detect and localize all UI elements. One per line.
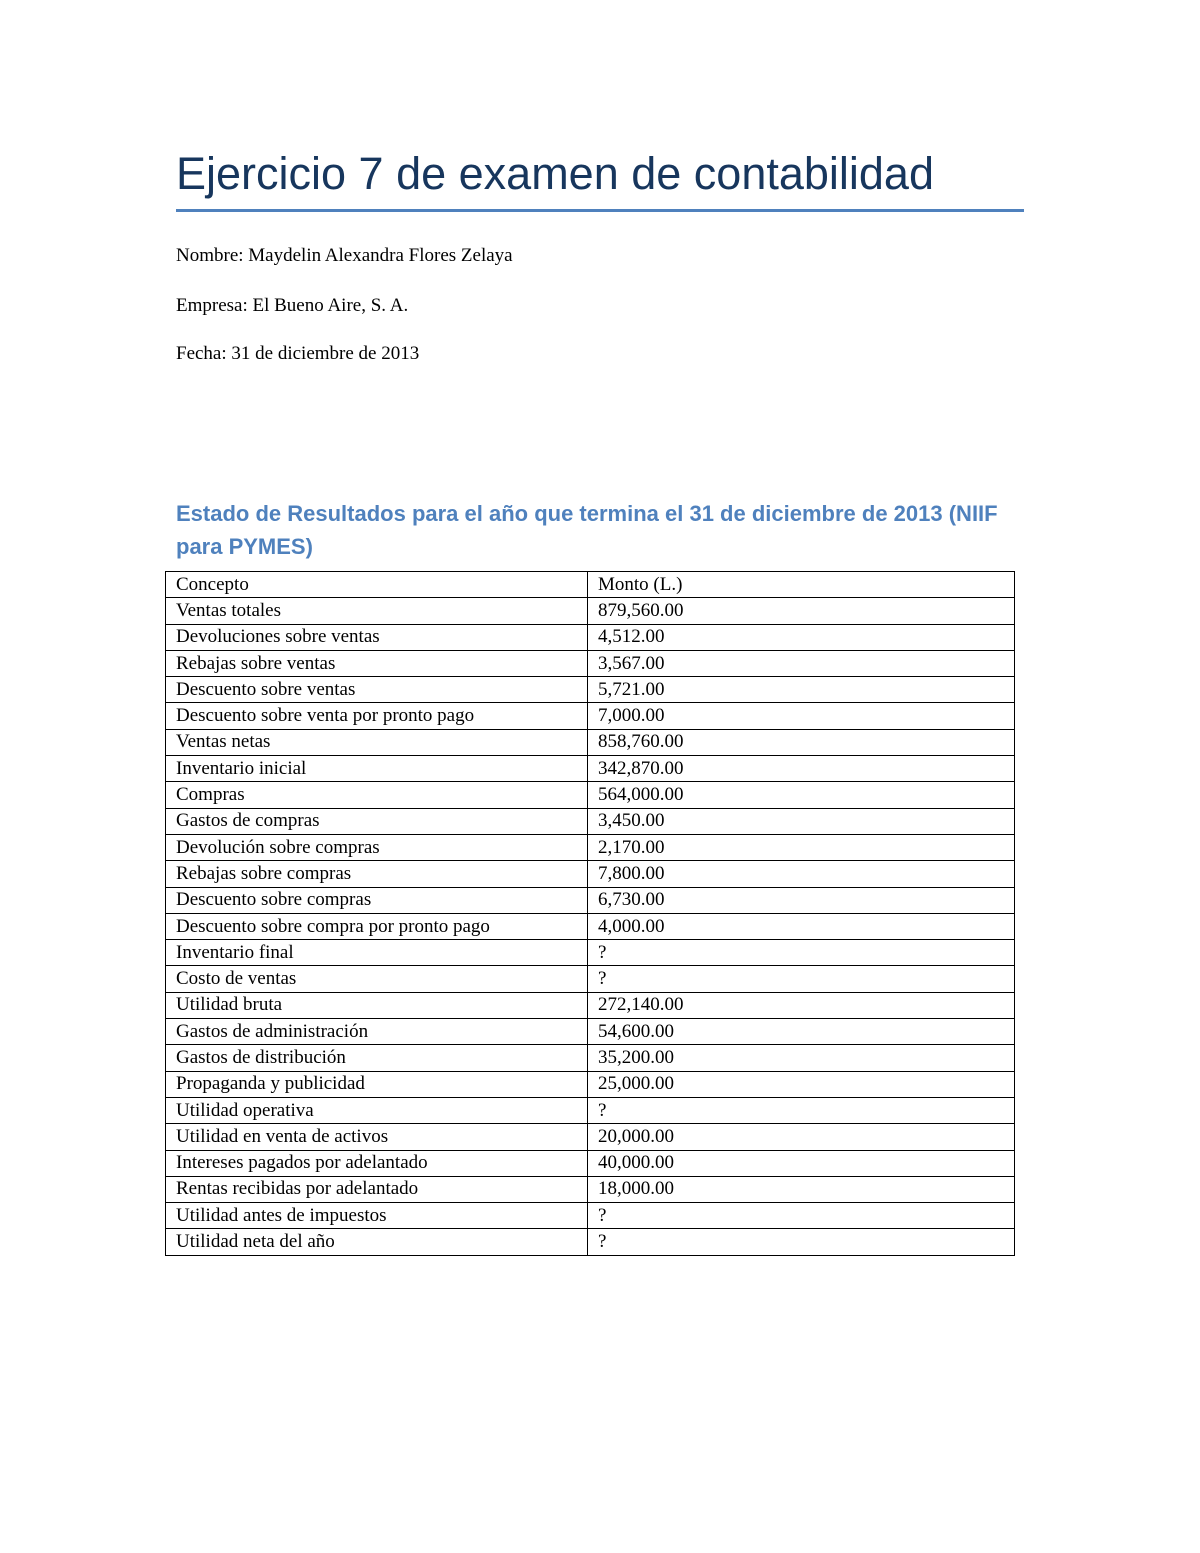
amount-cell: 272,140.00 [588,992,1015,1018]
income-statement-heading: Estado de Resultados para el año que termina el 31 de diciembre de 2013 (NIIF para PYMES) [176,501,998,559]
table-header-row [166,572,1015,598]
concept-cell: Rentas recibidas por adelantado [166,1176,588,1202]
amount-cell: 6,730.00 [588,887,1015,913]
amount-cell: 342,870.00 [588,756,1015,782]
amount-cell: 4,000.00 [588,913,1015,939]
income-statement-table [165,571,1015,1256]
concept-cell: Gastos de administración [166,1019,588,1045]
table-body [166,598,1015,1255]
amount-cell: 2,170.00 [588,834,1015,860]
concept-cell: Gastos de distribución [166,1045,588,1071]
table-row [166,1019,1015,1045]
amount-cell: 858,760.00 [588,729,1015,755]
document-title: Ejercicio 7 de examen de contabilidad [176,148,934,199]
concept-cell: Descuento sobre venta por pronto pago [166,703,588,729]
amount-cell: 25,000.00 [588,1071,1015,1097]
concept-cell: Propaganda y publicidad [166,1071,588,1097]
concept-cell: Ventas totales [166,598,588,624]
concept-cell: Descuento sobre ventas [166,677,588,703]
company-line: Empresa: El Bueno Aire, S. A. [176,295,409,316]
concept-cell: Descuento sobre compras [166,887,588,913]
table-row [166,598,1015,624]
concept-cell: Ventas netas [166,729,588,755]
amount-cell: 20,000.00 [588,1124,1015,1150]
table-row [166,1176,1015,1202]
table-row [166,940,1015,966]
table-row [166,1097,1015,1123]
concept-cell: Utilidad en venta de activos [166,1124,588,1150]
concept-cell: Costo de ventas [166,966,588,992]
amount-cell: 7,800.00 [588,861,1015,887]
table-row [166,861,1015,887]
amount-cell: 54,600.00 [588,1019,1015,1045]
table-row [166,729,1015,755]
date-line: Fecha: 31 de diciembre de 2013 [176,343,420,364]
header-concept: Concepto [166,572,588,598]
title-underline-rule [176,209,1024,212]
amount-cell: 879,560.00 [588,598,1015,624]
concept-cell: Rebajas sobre compras [166,861,588,887]
concept-cell: Utilidad neta del año [166,1229,588,1255]
table-row [166,1229,1015,1255]
amount-cell: 18,000.00 [588,1176,1015,1202]
table-row [166,782,1015,808]
table-row [166,756,1015,782]
amount-cell: ? [588,1097,1015,1123]
concept-cell: Devoluciones sobre ventas [166,624,588,650]
table-row [166,913,1015,939]
amount-cell: 3,567.00 [588,650,1015,676]
amount-cell: 40,000.00 [588,1150,1015,1176]
student-name-line: Nombre: Maydelin Alexandra Flores Zelaya [176,245,513,266]
table-row [166,624,1015,650]
table-row [166,834,1015,860]
table-row [166,1071,1015,1097]
table-row [166,1045,1015,1071]
table-row [166,966,1015,992]
table-row [166,703,1015,729]
amount-cell: ? [588,940,1015,966]
amount-cell: ? [588,1229,1015,1255]
table-row [166,992,1015,1018]
table-row [166,887,1015,913]
amount-cell: 7,000.00 [588,703,1015,729]
table-row [166,808,1015,834]
amount-cell: 3,450.00 [588,808,1015,834]
concept-cell: Utilidad bruta [166,992,588,1018]
amount-cell: 35,200.00 [588,1045,1015,1071]
amount-cell: 564,000.00 [588,782,1015,808]
concept-cell: Intereses pagados por adelantado [166,1150,588,1176]
table-row [166,1124,1015,1150]
concept-cell: Rebajas sobre ventas [166,650,588,676]
amount-cell: ? [588,966,1015,992]
amount-cell: 5,721.00 [588,677,1015,703]
table-row [166,650,1015,676]
concept-cell: Inventario final [166,940,588,966]
header-amount: Monto (L.) [588,572,1015,598]
table-row [166,1203,1015,1229]
concept-cell: Inventario inicial [166,756,588,782]
amount-cell: ? [588,1203,1015,1229]
table-row [166,677,1015,703]
concept-cell: Devolución sobre compras [166,834,588,860]
table-row [166,1150,1015,1176]
concept-cell: Gastos de compras [166,808,588,834]
concept-cell: Compras [166,782,588,808]
concept-cell: Descuento sobre compra por pronto pago [166,913,588,939]
amount-cell: 4,512.00 [588,624,1015,650]
concept-cell: Utilidad operativa [166,1097,588,1123]
concept-cell: Utilidad antes de impuestos [166,1203,588,1229]
